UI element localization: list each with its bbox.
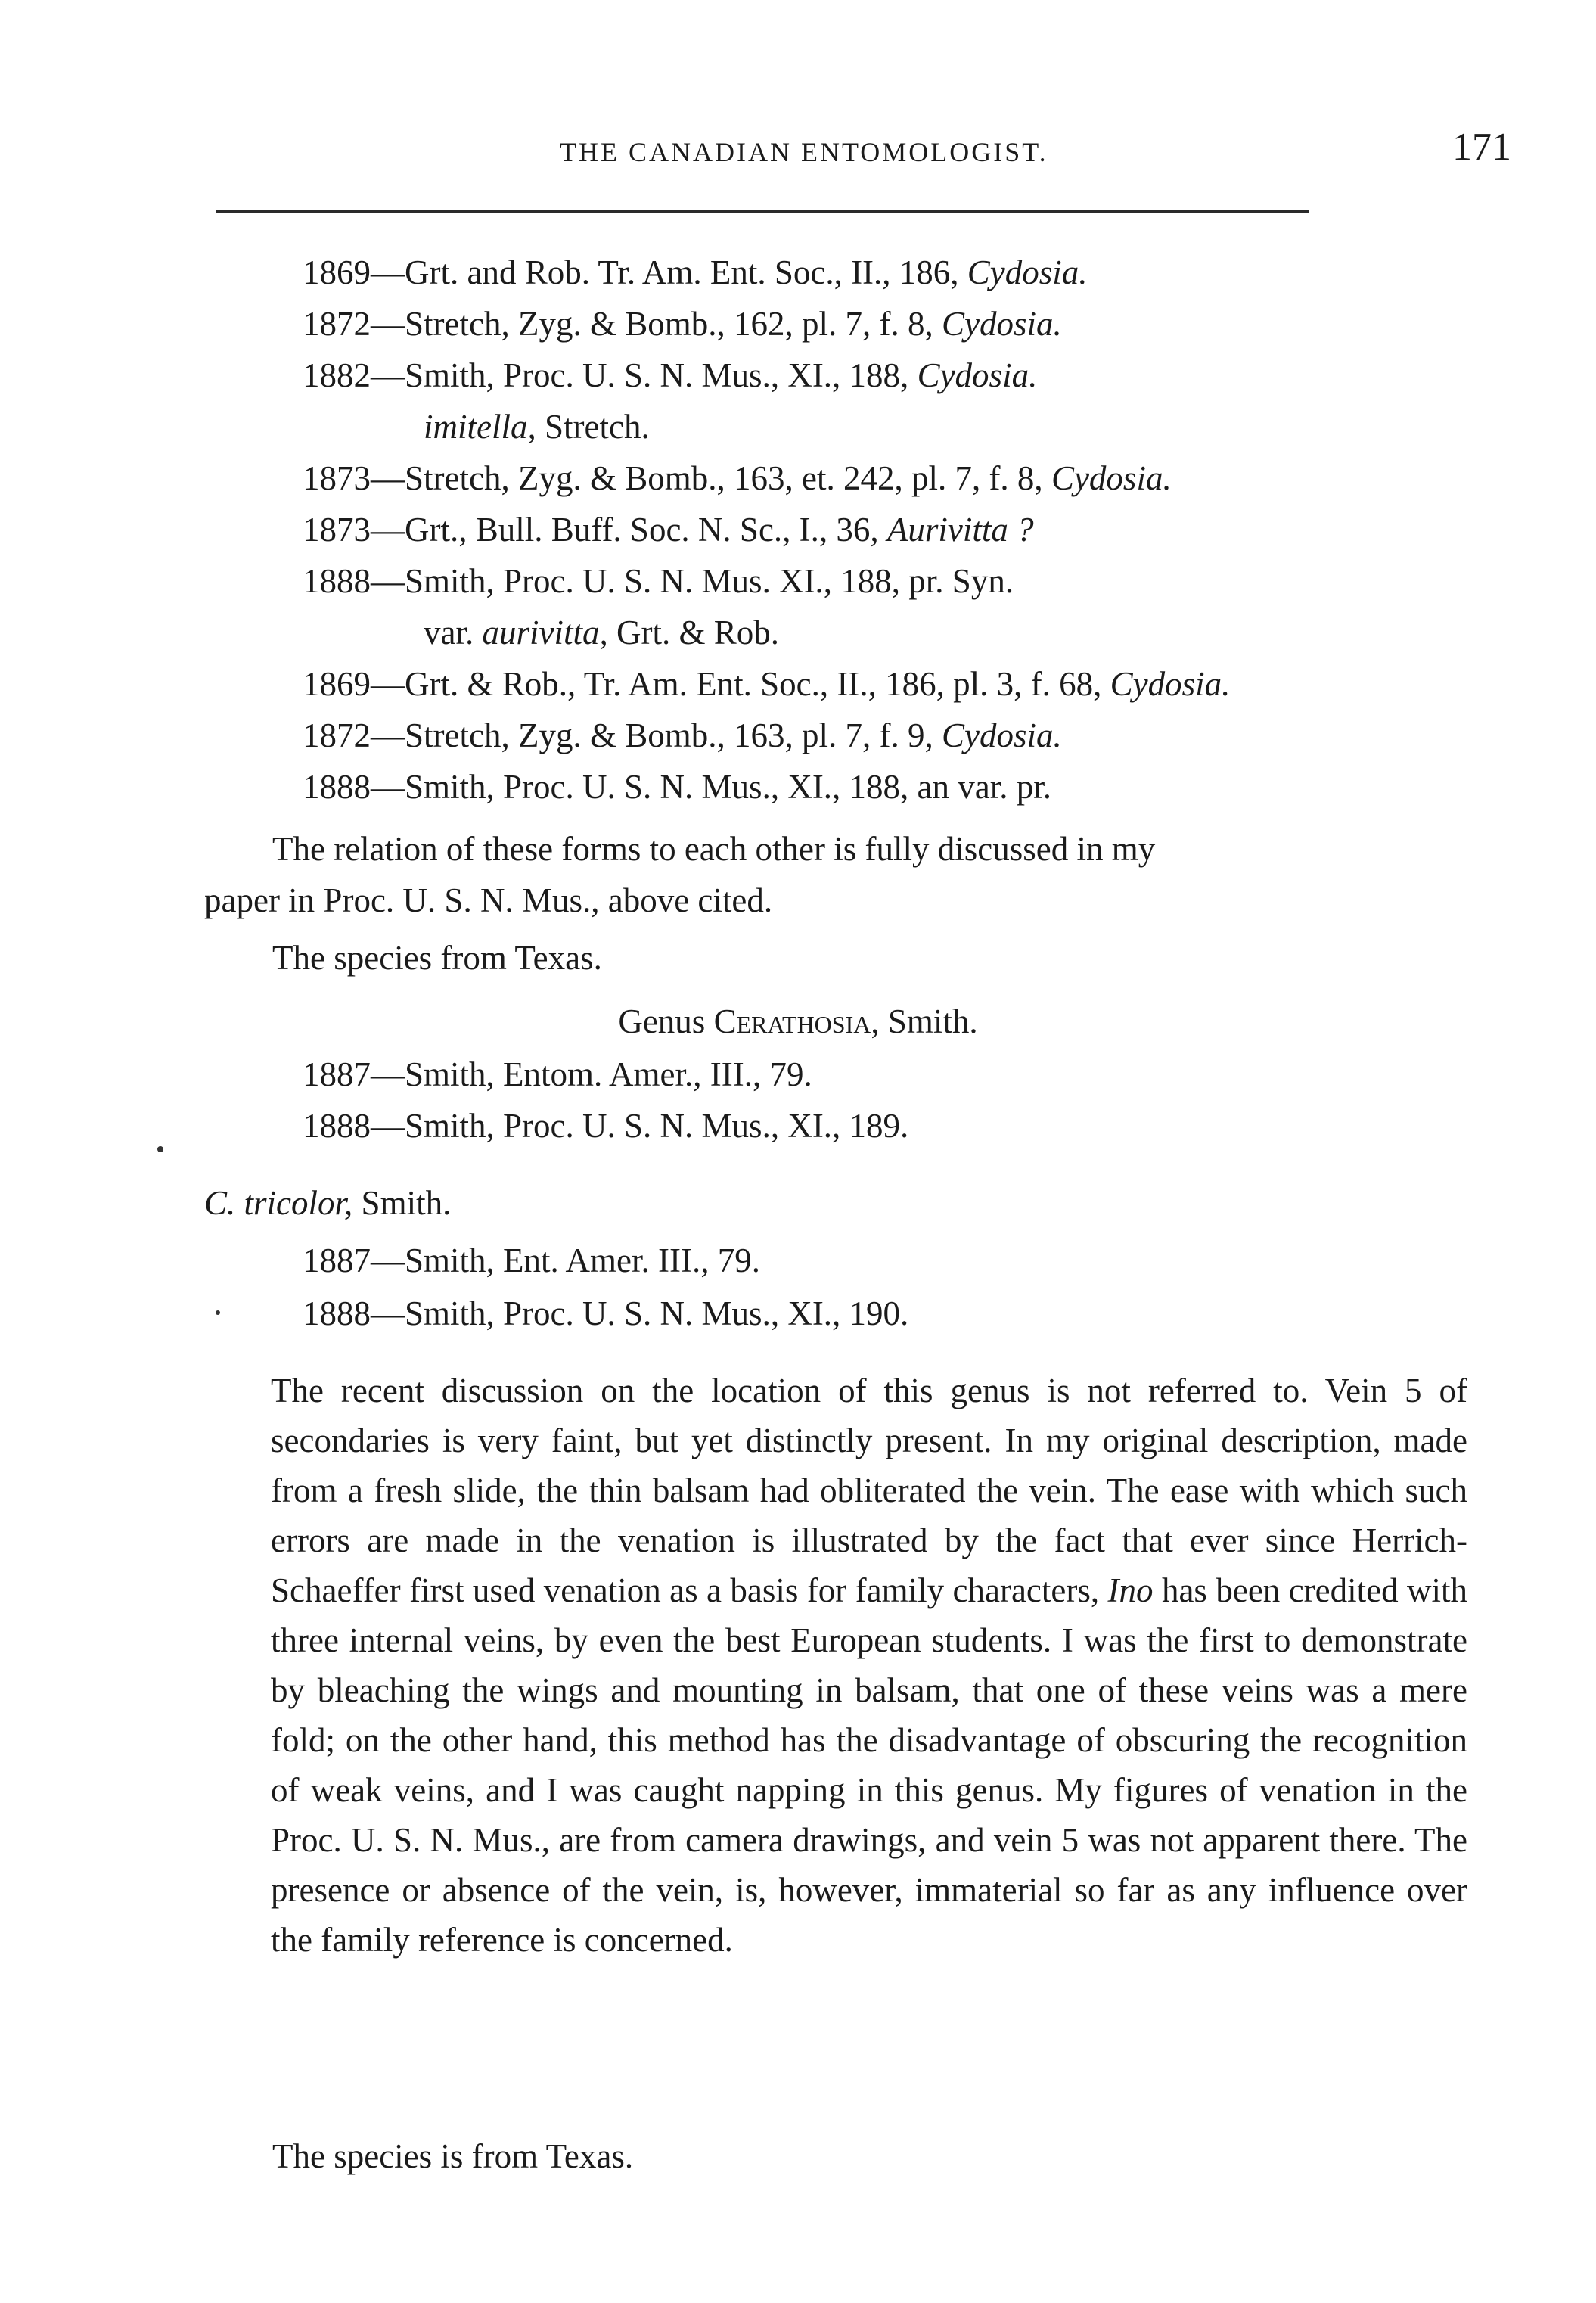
taxon-name: Cydosia. [967,253,1088,291]
reference-line: 1872—Stretch, Zyg. & Bomb., 163, pl. 7, f. 9, Cydosia. [303,716,1062,754]
paragraph-line: The relation of these forms to each other is fully discussed in my [272,830,1156,868]
species-heading: C. tricolor, Smith. [204,1184,452,1222]
reference-line: 1888—Smith, Proc. U. S. N. Mus., XI., 188, an var. pr. [303,768,1051,806]
header-rule [216,210,1309,213]
taxon-name: aurivitta, [482,614,608,651]
reference-line: 1887—Smith, Entom. Amer., III., 79. [303,1055,812,1093]
taxon-name: Cydosia. [1051,459,1172,497]
taxon-name: Cydosia. [941,716,1062,754]
taxon-name: imitella, [424,408,536,446]
reference-line: 1869—Grt. & Rob., Tr. Am. Ent. Soc., II., 186, pl. 3, f. 68, Cydosia. [303,665,1231,703]
taxon-name: Cydosia. [941,305,1062,343]
body-paragraph: The recent discussion on the location of this genus is not referred to. Vein 5 of secondaries is very faint, but yet distinctly present. In my original description, made from a fresh slide, the thin balsam had obliterated the vein. The ease with which such errors are made in the venation is illustrated by the fact that ever since Herrich-Schaeffer first used venation as a basis for family characters, Ino has been credited with three internal veins, by even the best European students. I was the first to demonstrate by bleaching the wings and mounting in balsam, that one of these veins was a mere fold; on the other hand, this method has the disadvantage of obscuring the recognition of weak veins, and I was caught napping in this genus. My figures of venation in the Proc. U. S. N. Mus., are from camera drawings, and vein 5 was not apparent there. The presence or absence of the vein, is, however, immaterial so far as any influence over the family reference is concerned. [271,1372,1468,1959]
reference-line: 1888—Smith, Proc. U. S. N. Mus. XI., 188, pr. Syn. [303,562,1014,600]
genus-heading: Genus Cerathosia, Smith. [618,1002,978,1040]
reference-line: 1873—Stretch, Zyg. & Bomb., 163, et. 242, pl. 7, f. 8, Cydosia. [303,459,1172,497]
margin-speck [216,1310,220,1315]
paragraph-line: paper in Proc. U. S. N. Mus., above cited. [204,881,773,919]
margin-speck [157,1146,163,1152]
reference-line: 1869—Grt. and Rob. Tr. Am. Ent. Soc., II., 186, Cydosia. [303,253,1088,291]
taxon-name: Cydosia. [917,356,1038,394]
variety-heading: var. aurivitta, Grt. & Rob. [424,614,779,651]
reference-line: 1882—Smith, Proc. U. S. N. Mus., XI., 188, Cydosia. [303,356,1038,394]
paragraph-line: The species is from Texas. [272,2137,634,2175]
reference-line: 1873—Grt., Bull. Buff. Soc. N. Sc., I., 36, Aurivitta ? [303,511,1034,549]
reference-line: 1887—Smith, Ent. Amer. III., 79. [303,1242,760,1279]
reference-line: 1872—Stretch, Zyg. & Bomb., 162, pl. 7, f. 8, Cydosia. [303,305,1062,343]
species-name: C. tricolor, [204,1184,353,1222]
running-title: THE CANADIAN ENTOMOLOGIST. [560,137,1048,167]
genus-name: Cerathosia, [713,1002,880,1040]
synonym-heading: imitella, Stretch. [424,408,650,446]
reference-line: 1888—Smith, Proc. U. S. N. Mus., XI., 189. [303,1107,909,1145]
genus-name-ino: Ino [1107,1571,1154,1609]
page-number: 171 [1452,126,1511,169]
taxon-name: Cydosia. [1110,665,1231,703]
taxon-name: Aurivitta ? [886,511,1034,549]
paragraph-line: The species from Texas. [272,939,602,977]
reference-line: 1888—Smith, Proc. U. S. N. Mus., XI., 190. [303,1294,909,1332]
